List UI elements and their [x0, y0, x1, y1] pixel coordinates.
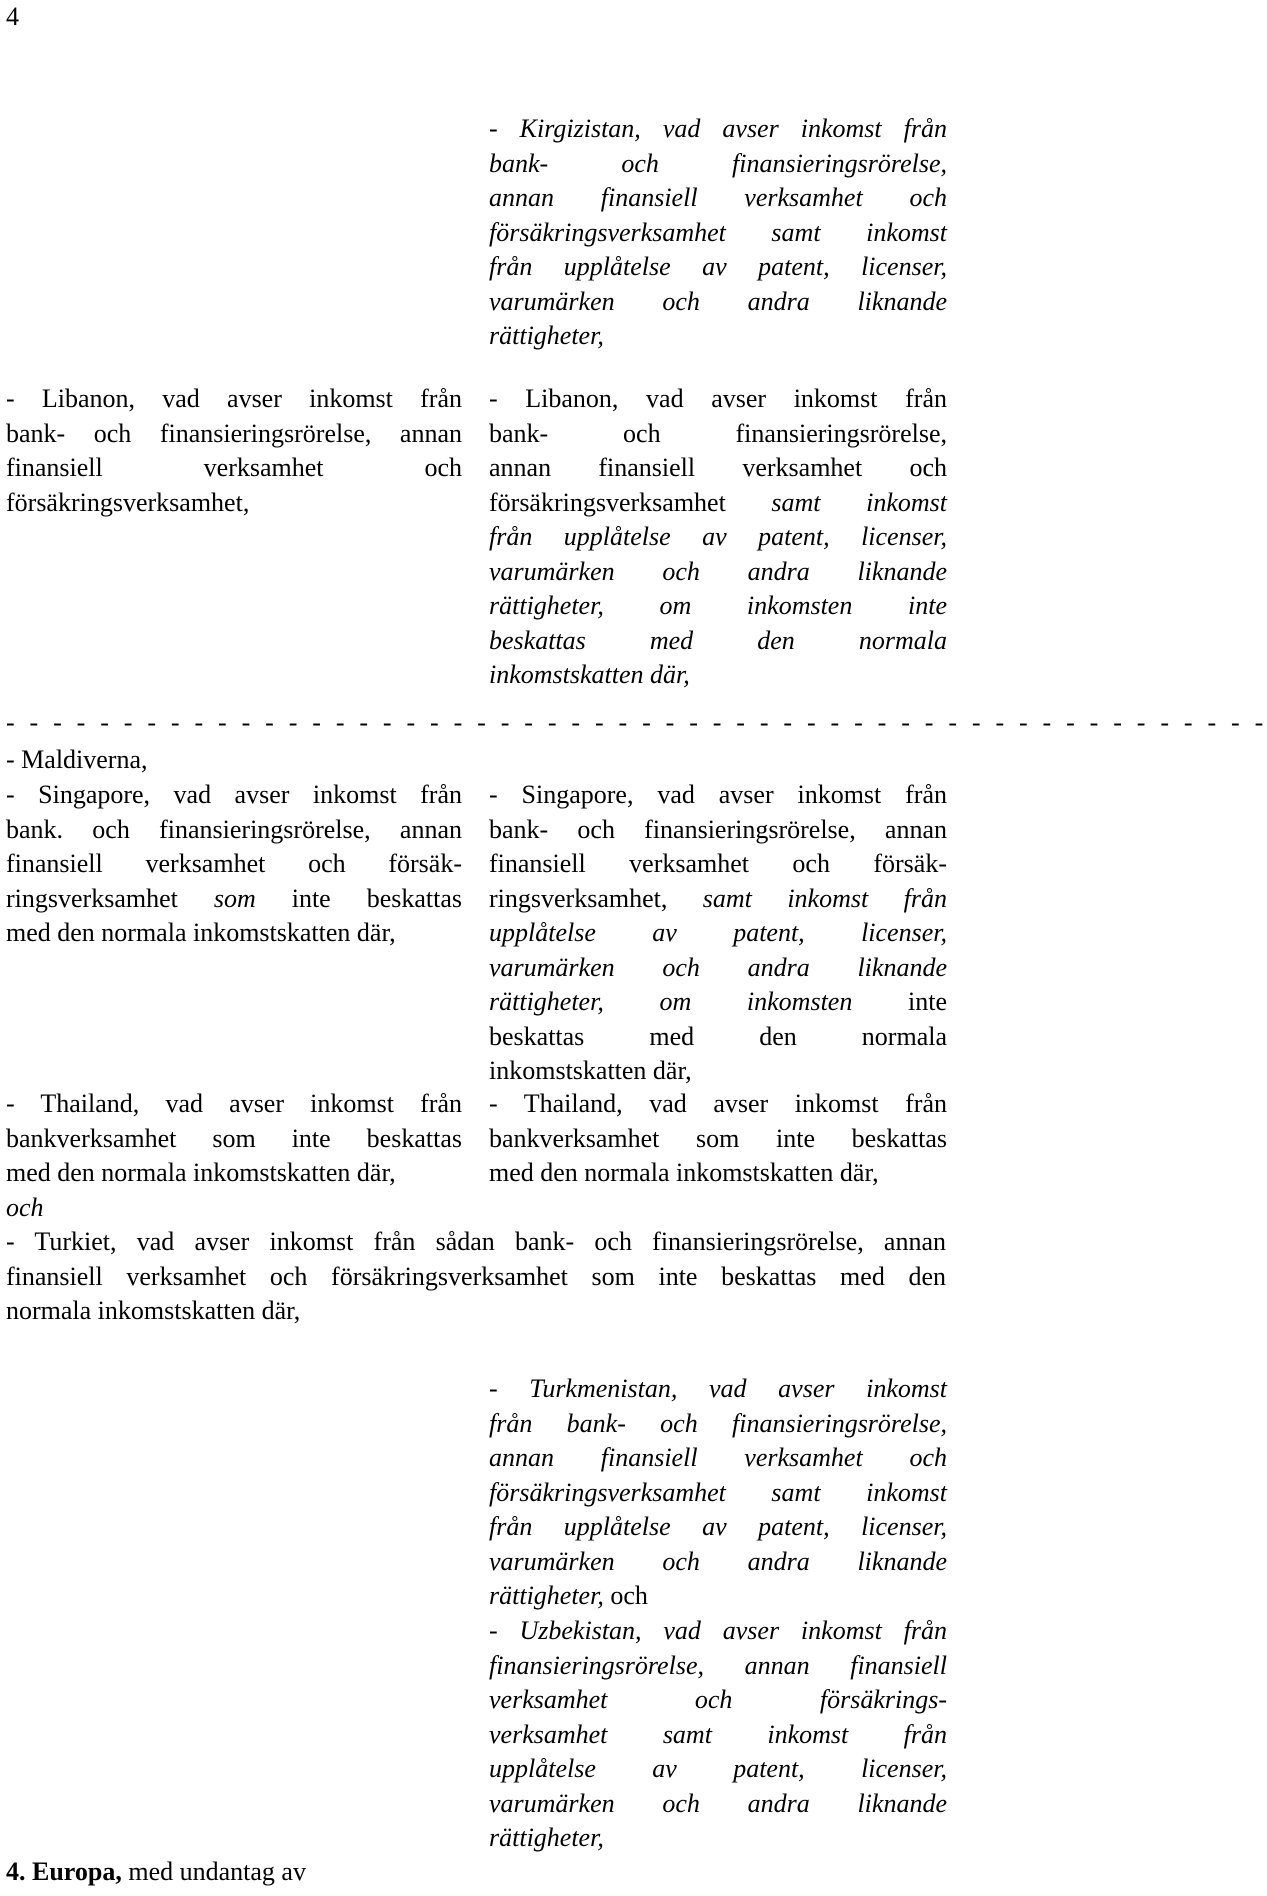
libanon-right-paragraph [489, 382, 947, 693]
page-number: 4 [6, 2, 19, 31]
singapore-right-paragraph [489, 778, 947, 1089]
text-line: varumärken och andra liknande [489, 952, 947, 982]
text-line: - Maldiverna, [6, 745, 148, 774]
text-segment-italic: rättigheter, [489, 1581, 604, 1610]
text-line: rättigheter, [489, 321, 604, 350]
text-line: - Kirgizistan, vad avser inkomst från [489, 114, 947, 143]
text-line: bank- och finansieringsrörelse, annan [6, 418, 462, 448]
text-line: upplåtelse av patent, licenser, [489, 918, 947, 947]
text-line: annan finansiell verksamhet och [489, 453, 947, 482]
text-line: normala inkomstskatten där, [6, 1296, 301, 1325]
heading-number: 4. [6, 1857, 32, 1886]
text-line: beskattas med den normala [489, 1021, 947, 1051]
text-line: inkomstskatten där, [489, 660, 690, 689]
text-line: finansieringsrörelse, annan finansiell [489, 1650, 947, 1680]
maldiverna-line [6, 743, 462, 778]
text-line: med den normala inkomstskatten där, [6, 1158, 396, 1187]
text-segment: ringsverksamhet, [489, 883, 703, 913]
text-line: - Libanon, vad avser inkomst från [489, 384, 947, 413]
text-line [6, 1855, 462, 1890]
heading-rest: med undantag av [121, 1857, 306, 1886]
text-line: bank- och finansieringsrörelse, [489, 148, 947, 178]
text-line [6, 882, 462, 917]
text-segment: ringsverksamhet [6, 883, 214, 913]
text-segment-italic: samt inkomst från [702, 883, 947, 913]
text-line: - Uzbekistan, vad avser inkomst från [489, 1616, 947, 1645]
text-segment-italic: som [213, 883, 256, 913]
text-line: från upplåtelse av patent, licenser, [489, 522, 947, 551]
text-segment-italic: inkomsten [746, 987, 853, 1016]
text-line [489, 985, 947, 1020]
text-line: finansiell verksamhet och försäkringsverksamhet som inte beskattas med den [6, 1261, 946, 1291]
text-line: verksamhet samt inkomst från [489, 1719, 947, 1749]
text-line: försäkringsverksamhet samt inkomst [489, 217, 947, 247]
heading-title: Europa, [32, 1857, 122, 1886]
text-line: varumärken och andra liknande [489, 556, 947, 586]
text-line: från bank- och finansieringsrörelse, [489, 1408, 947, 1438]
text-line: bankverksamhet som inte beskattas [489, 1123, 947, 1153]
text-line: rättigheter, [489, 1823, 604, 1852]
text-line: - Turkiet, vad avser inkomst från sådan bank- och finansieringsrörelse, annan [6, 1227, 946, 1256]
text-segment-italic: samt inkomst [725, 487, 947, 517]
text-line: bank- och finansieringsrörelse, [489, 418, 947, 448]
text-line: - Singapore, vad avser inkomst från [6, 780, 462, 809]
text-segment: och [603, 1581, 648, 1610]
text-line: från upplåtelse av patent, licenser, [489, 252, 947, 281]
text-line [489, 1579, 947, 1614]
text-line: varumärken och andra liknande [489, 1546, 947, 1576]
text-line: försäkringsverksamhet samt inkomst [489, 1477, 947, 1507]
text-line: rättigheter, om inkomsten inte [489, 591, 947, 620]
text-line: finansiell verksamhet och försäk- [6, 849, 462, 878]
text-line: finansiell verksamhet och [6, 453, 462, 482]
text-line: beskattas med den normala [489, 625, 947, 655]
text-line: bankverksamhet som inte beskattas [6, 1123, 462, 1153]
text-line: försäkringsverksamhet, [6, 487, 250, 517]
text-line: - Thailand, vad avser inkomst från [489, 1089, 947, 1118]
text-line: varumärken och andra liknande [489, 286, 947, 316]
text-line: med den normala inkomstskatten där, [6, 918, 396, 947]
text-line: - Turkmenistan, vad avser inkomst [489, 1374, 947, 1403]
text-line: inkomstskatten där, [489, 1056, 692, 1085]
section-heading-europa [6, 1855, 462, 1890]
turkiet-paragraph [6, 1225, 946, 1329]
text-segment-italic: rättigheter, om [489, 987, 747, 1016]
text-segment: försäkringsverksamhet [489, 487, 726, 517]
text-line: verksamhet och försäkrings- [489, 1685, 947, 1714]
text-line: finansiell verksamhet och försäk- [489, 849, 947, 878]
text-line: bank- och finansieringsrörelse, annan [489, 814, 947, 844]
singapore-left-paragraph [6, 778, 462, 951]
text-line: varumärken och andra liknande [489, 1788, 947, 1818]
text-line: med den normala inkomstskatten där, [489, 1158, 879, 1187]
uzbekistan-right-paragraph [489, 1614, 947, 1856]
text-line: - Thailand, vad avser inkomst från [6, 1089, 462, 1118]
dashed-separator: - - - - - - - - - - - - - - - - - - - - - - - - - - - - - - - - - - - - - - - - - - - - - - - - - - - - - - [6, 708, 1267, 737]
text-line: annan finansiell verksamhet och [489, 183, 947, 212]
thailand-right-paragraph [489, 1087, 947, 1191]
text-line: upplåtelse av patent, licenser, [489, 1754, 947, 1783]
text-line: - Libanon, vad avser inkomst från [6, 384, 462, 413]
text-segment: inte beskattas [255, 883, 462, 913]
kirgizistan-right-paragraph [489, 112, 947, 354]
text-line: bank. och finansieringsrörelse, annan [6, 814, 462, 844]
text-line [489, 486, 947, 521]
thailand-left-paragraph [6, 1087, 462, 1225]
text-line-conjunction: och [6, 1192, 44, 1222]
text-line: annan finansiell verksamhet och [489, 1443, 947, 1472]
text-line: från upplåtelse av patent, licenser, [489, 1512, 947, 1541]
turkmenistan-right-paragraph [489, 1372, 947, 1614]
text-line [489, 882, 947, 917]
libanon-left-paragraph [6, 382, 462, 520]
text-line: - Singapore, vad avser inkomst från [489, 780, 947, 809]
text-segment: inte [852, 987, 947, 1016]
